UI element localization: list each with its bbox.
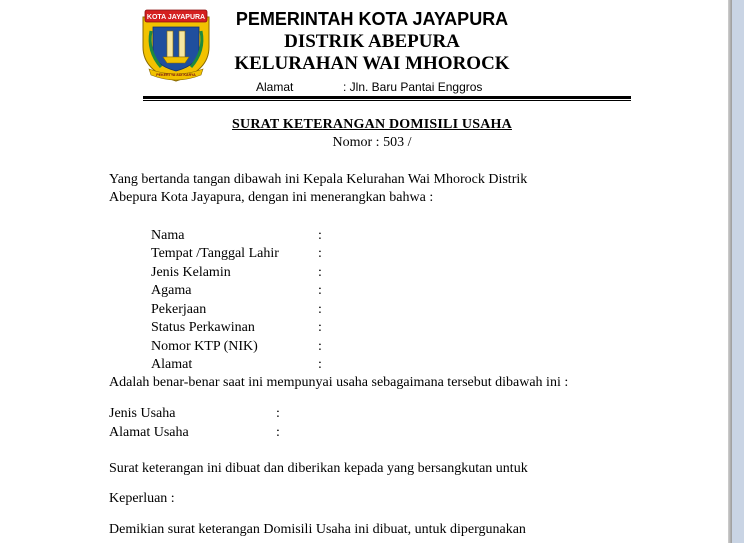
field-label-agama: Agama [151, 283, 192, 298]
purpose-line: Surat keterangan ini dibuat dan diberikan kepada yang bersangkutan untuk [109, 461, 528, 476]
address-label: Alamat [256, 80, 294, 94]
letterhead-rule-thick [143, 96, 631, 99]
logo-top-text: KOTA JAYAPURA [146, 14, 206, 21]
letterhead-village: KELURAHAN WAI MHOROCK [234, 53, 510, 74]
field-colon: : [318, 320, 322, 335]
letterhead-district: DISTRIK ABEPURA [284, 31, 460, 52]
field-label-jenis-usaha: Jenis Usaha [109, 406, 176, 421]
intro-line-1: Yang bertanda tangan dibawah ini Kepala Kelurahan Wai Mhorock Distrik [109, 172, 528, 187]
field-colon: : [318, 265, 322, 280]
field-colon: : [318, 339, 322, 354]
letterhead-rule-thin [143, 100, 631, 101]
field-colon: : [318, 283, 322, 298]
field-label-tempat-tanggal-lahir: Tempat /Tanggal Lahir [151, 246, 279, 261]
field-label-alamat-usaha: Alamat Usaha [109, 425, 189, 440]
field-label-status-perkawinan: Status Perkawinan [151, 320, 255, 335]
field-colon: : [318, 302, 322, 317]
document-number: Nomor : 503 / [332, 135, 412, 150]
intro-line-2: Abepura Kota Jayapura, dengan ini menerangkan bahwa : [109, 190, 434, 205]
field-colon: : [318, 357, 322, 372]
field-colon: : [276, 425, 280, 440]
closing-line: Demikian surat keterangan Domisili Usaha ini dibuat, untuk dipergunakan [109, 522, 526, 537]
keperluan-label: Keperluan : [109, 491, 175, 506]
address-value: : Jln. Baru Pantai Enggros [343, 80, 483, 94]
field-label-pekerjaan: Pekerjaan [151, 302, 207, 317]
field-colon: : [318, 246, 322, 261]
field-label-alamat: Alamat [151, 357, 193, 372]
field-colon: : [276, 406, 280, 421]
letterhead-government: PEMERINTAH KOTA JAYAPURA [235, 9, 509, 29]
logo-bottom-text: PEKERTYA ADI KARYA [156, 73, 196, 77]
field-label-jenis-kelamin: Jenis Kelamin [151, 265, 231, 280]
document-title: SURAT KETERANGAN DOMISILI USAHA [232, 117, 512, 132]
field-colon: : [318, 228, 322, 243]
field-label-nama: Nama [151, 228, 185, 243]
window-background-strip [732, 0, 744, 543]
field-label-nomor-ktp: Nomor KTP (NIK) [151, 339, 258, 354]
statement-line: Adalah benar-benar saat ini mempunyai usaha sebagaimana tersebut dibawah ini : [109, 375, 569, 390]
